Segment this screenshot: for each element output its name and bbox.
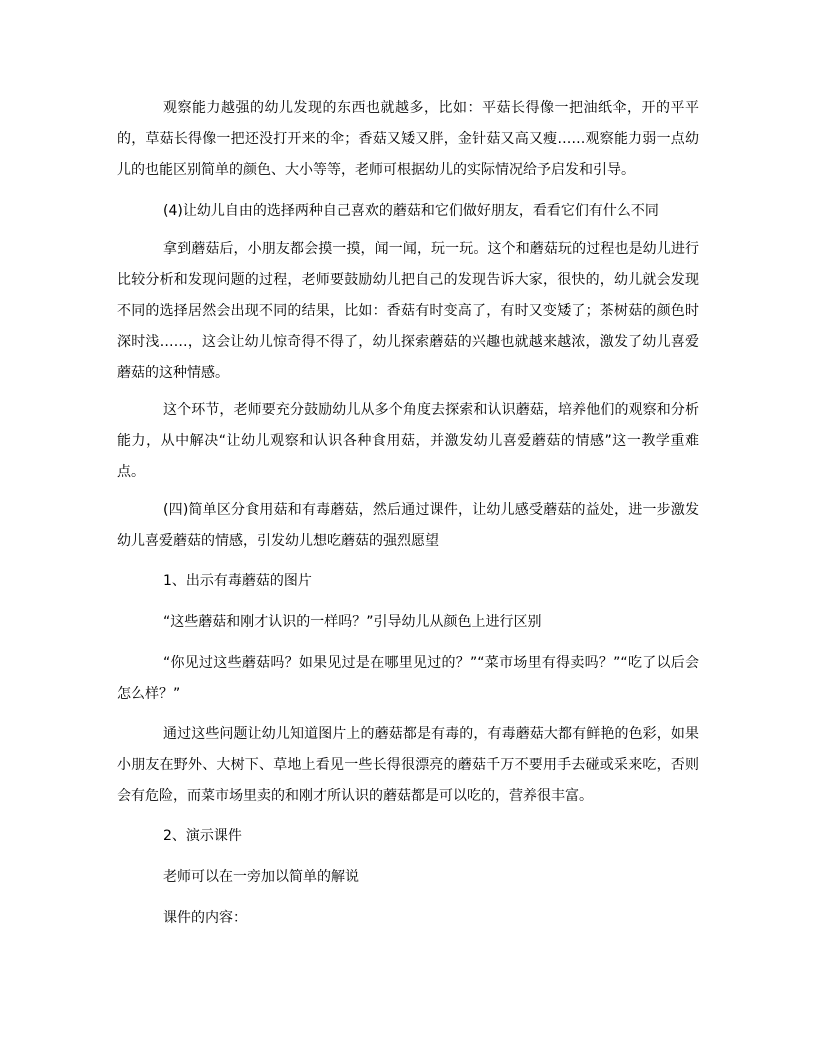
paragraph-observation-ability: 观察能力越强的幼儿发现的东西也就越多，比如：平菇长得像一把油纸伞，开的平平的，草菇长得像一把还没打开来的伞；香菇又矮又胖，金针菇又高又瘦……观察能力弱一点幼儿的也能区别简单的颜色、大小等等，老师可根据幼儿的实际情况给予启发和引导。 [117,100,699,178]
paragraph-question-same: “这些蘑菇和刚才认识的一样吗？”引导幼儿从颜色上进行区别 [163,614,542,630]
paragraph-step-4-heading: (4)让幼儿自由的选择两种自己喜欢的蘑菇和它们做好朋友，看看它们有什么不同 [163,203,659,219]
paragraph-questions-seen: “你见过这些蘑菇吗？如果见过是在哪里见过的？”“菜市场里有得卖吗？”“吃了以后会怎么样？” [117,655,699,702]
paragraph-section-four-heading: (四)简单区分食用菇和有毒蘑菇，然后通过课件，让幼儿感受蘑菇的益处，进一步激发幼儿喜爱蘑菇的情感，引发幼儿想吃蘑菇的强烈愿望 [117,502,699,549]
paragraph-item-2: 2、演示课件 [163,828,242,844]
paragraph-poisonous-explanation: 通过这些问题让幼儿知道图片上的蘑菇都是有毒的，有毒蘑菇大都有鲜艳的色彩，如果小朋友在野外、大树下、草地上看见一些长得很漂亮的蘑菇千万不要用手去碰或采来吃，否则会有危险，而菜市场里卖的和刚才所认识的蘑菇都是可以吃的，营养很丰富。 [117,726,699,804]
paragraph-play-with-mushrooms: 拿到蘑菇后，小朋友都会摸一摸，闻一闻，玩一玩。这个和蘑菇玩的过程也是幼儿进行比较分析和发现问题的过程，老师要鼓励幼儿把自己的发现告诉大家，很快的，幼儿就会发现不同的选择居然会出现不同的结果，比如：香菇有时变高了，有时又变矮了；茶树菇的颜色时深时浅……，这会让幼儿惊奇得不得了，幼儿探索蘑菇的兴趣也就越来越浓，激发了幼儿喜爱蘑菇的这种情感。 [117,241,699,381]
paragraph-teacher-note: 老师可以在一旁加以简单的解说 [163,869,359,885]
paragraph-courseware-content: 课件的内容： [163,910,247,926]
paragraph-section-summary: 这个环节，老师要充分鼓励幼儿从多个角度去探索和认识蘑菇，培养他们的观察和分析能力，从中解决“让幼儿观察和认识各种食用菇，并激发幼儿喜爱蘑菇的情感”这一教学重难点。 [117,402,699,480]
paragraph-item-1: 1、出示有毒蘑菇的图片 [163,573,312,589]
